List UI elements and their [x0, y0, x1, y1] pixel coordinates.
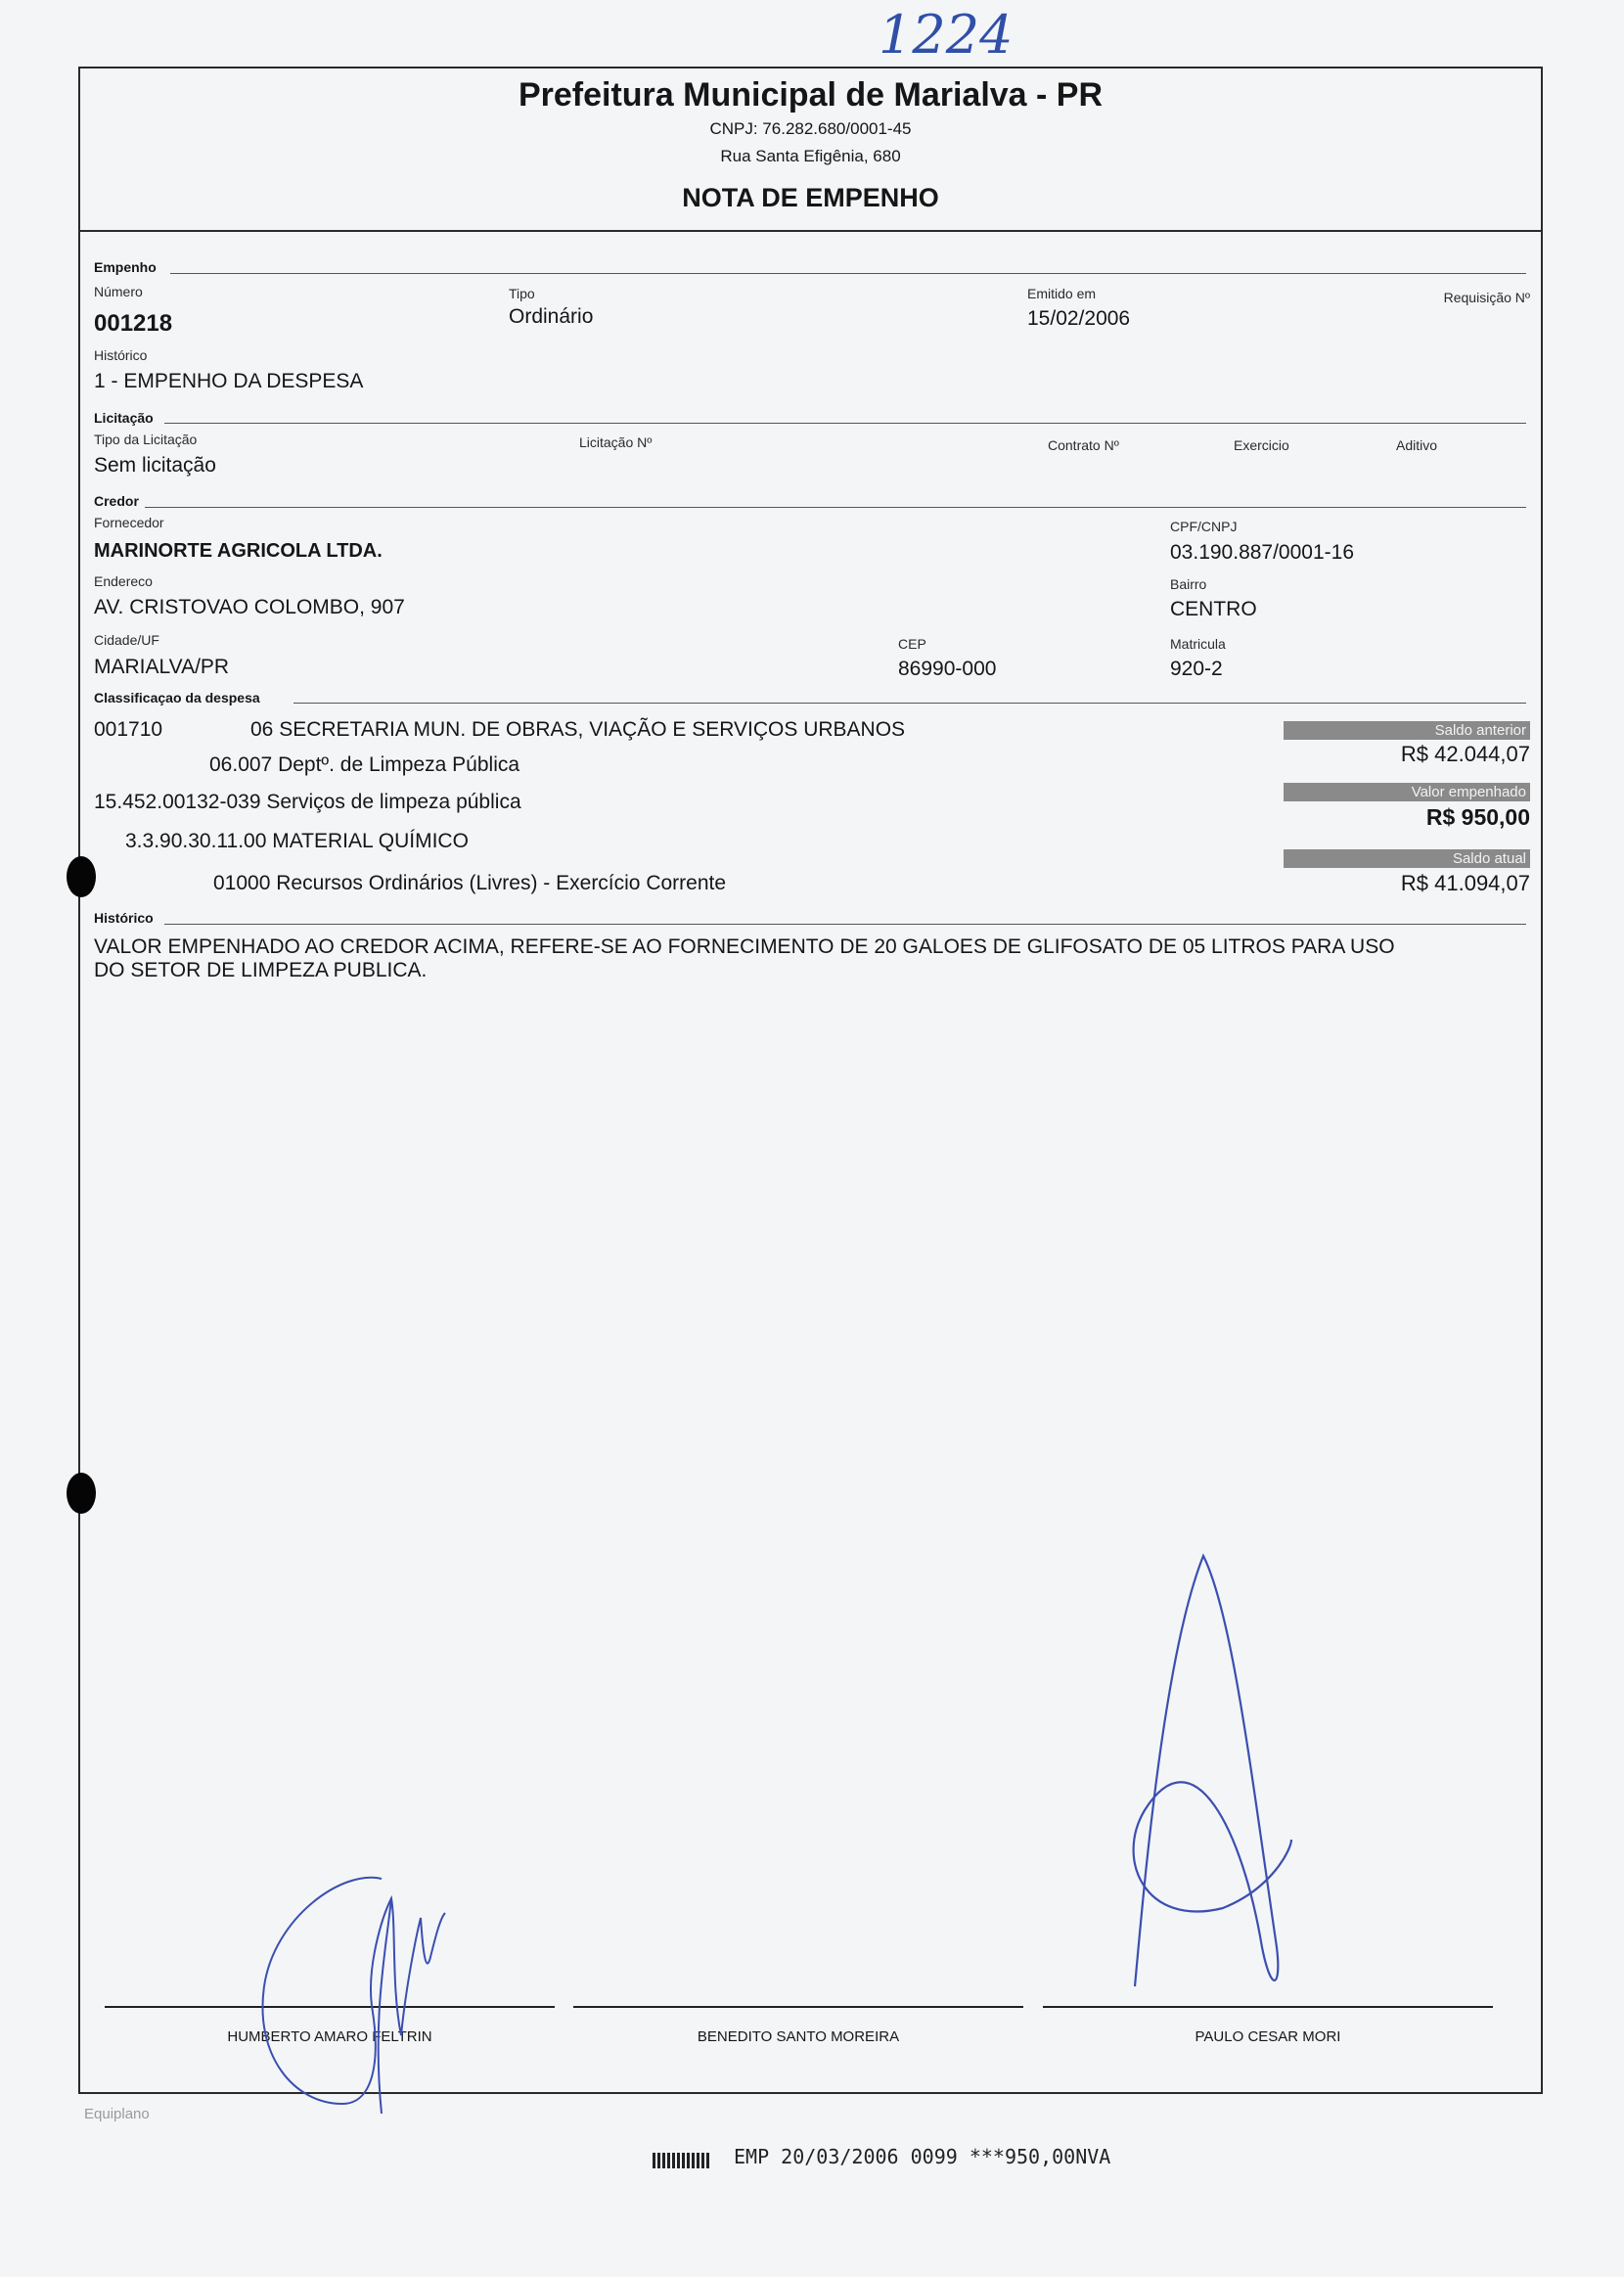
classificacao-code: 001710 [94, 718, 163, 741]
section-historico-rule [164, 924, 1526, 925]
section-licitacao-title: Licitação [94, 410, 154, 426]
contrato-label: Contrato Nº [1048, 437, 1119, 453]
saldo-atual-label: Saldo atual [1284, 849, 1530, 868]
cidade-label: Cidade/UF [94, 632, 159, 648]
section-classificacao-rule [293, 703, 1526, 704]
fornecedor-label: Fornecedor [94, 515, 164, 530]
saldo-atual-value: R$ 41.094,07 [1400, 871, 1530, 895]
classificacao-funcional: 15.452.00132-039 Serviços de limpeza pública [94, 791, 521, 813]
section-credor-rule [145, 507, 1526, 508]
document-title: NOTA DE EMPENHO [682, 183, 939, 212]
historico-empenho-value: 1 - EMPENHO DA DESPESA [94, 370, 364, 392]
payment-stamp: EMP 20/03/2006 0099 ***950,00NVA [734, 2145, 1111, 2168]
software-footer: Equiplano [84, 2106, 150, 2122]
header-divider [78, 230, 1543, 232]
endereco-label: Endereco [94, 573, 153, 589]
handwritten-signature-right [1105, 1536, 1321, 1996]
requisicao-label: Requisição Nº [1443, 290, 1530, 305]
binder-hole-top [67, 856, 96, 897]
tipo-label: Tipo [509, 286, 535, 301]
handwritten-signature-left [235, 1859, 499, 2153]
address-line: Rua Santa Efigênia, 680 [720, 147, 901, 165]
emitido-label: Emitido em [1027, 286, 1097, 301]
classificacao-unidade: 06.007 Deptº. de Limpeza Pública [209, 753, 520, 776]
tipo-licitacao-label: Tipo da Licitação [94, 432, 198, 447]
handwritten-page-number: 1224 [879, 4, 1014, 66]
saldo-anterior-value: R$ 42.044,07 [1400, 742, 1530, 766]
section-credor-title: Credor [94, 493, 139, 509]
matricula-value: 920-2 [1170, 658, 1223, 680]
emitido-value: 15/02/2006 [1027, 307, 1131, 330]
classificacao-natureza: 3.3.90.30.11.00 MATERIAL QUÍMICO [125, 830, 469, 852]
valor-empenhado-label: Valor empenhado [1284, 783, 1530, 801]
classificacao-recurso: 01000 Recursos Ordinários (Livres) - Exercício Corrente [213, 872, 727, 894]
numero-value: 001218 [94, 310, 173, 337]
bairro-value: CENTRO [1170, 598, 1257, 620]
endereco-value: AV. CRISTOVAO COLOMBO, 907 [94, 596, 405, 618]
aditivo-label: Aditivo [1396, 437, 1438, 453]
saldo-anterior-label: Saldo anterior [1284, 721, 1530, 740]
section-historico-title: Histórico [94, 910, 154, 926]
signature-line-3 [1043, 2006, 1493, 2008]
signature-name-2: BENEDITO SANTO MOREIRA [697, 2028, 900, 2045]
exercicio-label: Exercicio [1234, 437, 1289, 453]
stamp-barcode-icon [653, 2153, 711, 2168]
page-title: Prefeitura Municipal de Marialva - PR [518, 76, 1104, 114]
signature-name-3: PAULO CESAR MORI [1195, 2028, 1341, 2045]
historico-line-1: VALOR EMPENHADO AO CREDOR ACIMA, REFERE-SE AO FORNECIMENTO DE 20 GALOES DE GLIFOSATO DE 05 LITROS PARA USO [94, 935, 1395, 958]
licitacao-numero-label: Licitação Nº [579, 434, 653, 450]
cidade-value: MARIALVA/PR [94, 656, 230, 678]
valor-empenhado-value: R$ 950,00 [1425, 804, 1530, 830]
matricula-label: Matricula [1170, 636, 1226, 652]
cnpj-credor-label: CPF/CNPJ [1170, 519, 1238, 534]
historico-empenho-label: Histórico [94, 347, 148, 363]
section-empenho-title: Empenho [94, 259, 157, 275]
cep-label: CEP [898, 636, 926, 652]
signature-line-2 [573, 2006, 1023, 2008]
tipo-value: Ordinário [509, 305, 594, 328]
cnpj-credor-value: 03.190.887/0001-16 [1170, 541, 1355, 564]
cnpj-line: CNPJ: 76.282.680/0001-45 [709, 119, 912, 138]
section-empenho-rule [170, 273, 1526, 274]
section-classificacao-title: Classificaçao da despesa [94, 690, 260, 706]
section-licitacao-rule [164, 423, 1526, 424]
numero-label: Número [94, 284, 143, 299]
binder-hole-bottom [67, 1473, 96, 1514]
tipo-licitacao-value: Sem licitação [94, 454, 216, 477]
bairro-label: Bairro [1170, 576, 1207, 592]
fornecedor-value: MARINORTE AGRICOLA LTDA. [94, 540, 383, 562]
signature-name-1: HUMBERTO AMARO FELTRIN [227, 2028, 432, 2045]
cep-value: 86990-000 [898, 658, 997, 680]
historico-line-2: DO SETOR DE LIMPEZA PUBLICA. [94, 959, 428, 981]
classificacao-orgao: 06 SECRETARIA MUN. DE OBRAS, VIAÇÃO E SERVIÇOS URBANOS [250, 718, 906, 741]
